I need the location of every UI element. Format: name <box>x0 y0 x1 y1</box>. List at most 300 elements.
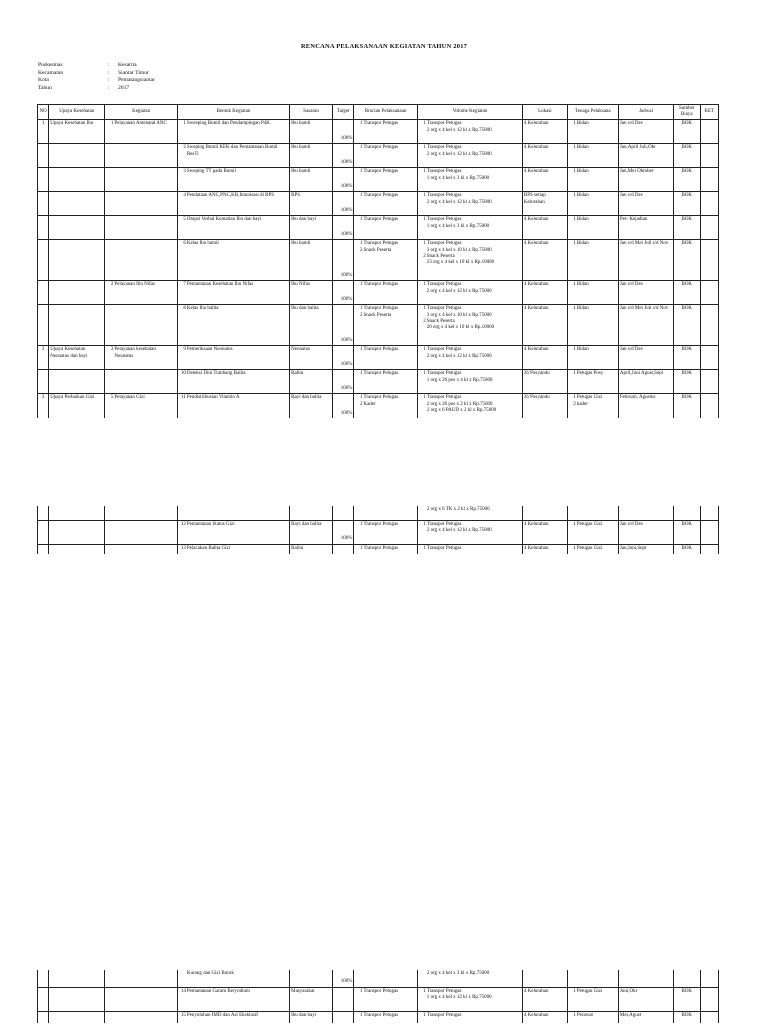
cell-bentuk <box>177 394 289 418</box>
header-sumber: Sumber Biaya <box>674 105 701 120</box>
bentuk-line <box>179 169 288 175</box>
info-row <box>38 62 155 70</box>
cell-no: 2 <box>38 346 49 370</box>
table-row <box>38 120 719 144</box>
carry-cell <box>38 506 49 520</box>
carry-cell <box>38 970 49 987</box>
bentuk-line <box>179 371 288 377</box>
cell-lokasi: 4 Kelurahan <box>522 1011 567 1023</box>
cell-tenaga <box>567 1011 618 1023</box>
item-number: 1 <box>359 241 363 247</box>
cell-tenaga-line <box>569 241 617 247</box>
item-number <box>419 289 427 295</box>
cell-kegiatan <box>105 520 177 544</box>
cell-sasaran: Masyarakat <box>290 987 333 1011</box>
item-text: Transpor Petugas <box>363 395 399 401</box>
cell-upaya: Upaya Kesehatan Neonatus dan bayi <box>49 346 105 370</box>
item-number: 1 <box>573 217 576 223</box>
cell-tenaga-line <box>569 1013 617 1019</box>
cell-upaya: Upaya Perbaikan Gizi <box>49 394 105 418</box>
item-text: Transpor Petugas <box>363 241 399 247</box>
kegiatan-line <box>106 282 175 288</box>
item-number: 1 <box>423 545 426 551</box>
item-text: Snack Peserta <box>426 318 455 324</box>
item-number: 1 <box>359 347 363 353</box>
item-text: 2 org x 4 kel x 12 kl x Rp.75000 <box>426 127 492 133</box>
cell-kegiatan <box>105 281 177 305</box>
cell-upaya <box>49 370 105 394</box>
bentuk-text: Pemantauan Kesehatan Ibu Nifas <box>186 282 254 288</box>
cell-jadwal: Mei,Agust <box>618 1011 673 1023</box>
carry-volume-line <box>419 971 521 977</box>
cell-jadwal: Jan s/d Des <box>618 520 673 544</box>
cell-kegiatan <box>105 370 177 394</box>
cell-lokasi: 4 Kelurahan <box>522 346 567 370</box>
cell-target <box>333 1011 354 1023</box>
bentuk-number: 3 <box>183 169 186 175</box>
cell-upaya <box>49 520 105 544</box>
cell-rincian-line <box>355 121 415 127</box>
bentuk-line <box>179 217 288 223</box>
bentuk-number: 13 <box>180 545 186 551</box>
item-number <box>419 224 427 230</box>
header-target: Target <box>333 105 354 120</box>
cell-tenaga <box>567 144 618 168</box>
cell-no <box>38 240 49 281</box>
info-row <box>38 77 155 85</box>
cell-rincian <box>354 1011 417 1023</box>
cell-upaya <box>49 216 105 240</box>
cell-jadwal: Jan s/d Des <box>618 346 673 370</box>
item-text: Transpor Petugas <box>363 545 399 551</box>
carry-cell <box>417 970 522 987</box>
cell-volume <box>417 120 522 144</box>
header-sasaran: Sasaran <box>290 105 333 120</box>
cell-bentuk <box>177 144 289 168</box>
cell-target: 100% <box>333 394 354 418</box>
bentuk-number: 9 <box>183 347 186 353</box>
carry-cell <box>522 970 567 987</box>
item-text: Transpor Petugas <box>426 241 462 247</box>
cell-rincian-line <box>355 282 415 288</box>
cell-tenaga-line <box>569 193 617 199</box>
header-rincian: Rincian Pelaksanaan <box>354 105 417 120</box>
bentuk-text: Pendistribusian Vitamin A <box>186 395 240 401</box>
cell-bentuk <box>177 544 289 554</box>
bentuk-number: 7 <box>183 282 186 288</box>
item-number: 1 <box>423 521 426 527</box>
cell-volume-line <box>419 152 521 158</box>
cell-volume-line <box>419 128 521 134</box>
cell-upaya <box>49 987 105 1011</box>
item-text: Transpor Petugas <box>363 193 399 199</box>
cell-tenaga <box>567 987 618 1011</box>
cell-volume <box>417 144 522 168</box>
item-number: 1 <box>359 371 363 377</box>
item-text: 2 org x 26 pos x 2 kl x Rp.75000 <box>426 401 493 407</box>
cell-ket <box>700 240 718 281</box>
carry-cell <box>49 506 105 520</box>
item-number: 1 <box>423 217 426 223</box>
cell-rincian-line <box>355 313 415 319</box>
cell-rincian <box>354 346 417 370</box>
cell-rincian-line <box>355 217 415 223</box>
item-text: Transpor Petugas <box>426 347 462 353</box>
item-number: 1 <box>573 1012 576 1018</box>
cell-bentuk <box>177 370 289 394</box>
carry-cell <box>333 970 354 987</box>
cell-sasaran: Ibu Nifas <box>290 281 333 305</box>
cell-rincian-line <box>355 1013 415 1019</box>
cell-target: 100% <box>333 120 354 144</box>
table-row <box>38 987 719 1011</box>
bentuk-text: Sweping TT pada Bumil <box>186 169 236 175</box>
cell-ket <box>700 144 718 168</box>
bentuk-number: 10 <box>180 371 186 377</box>
bentuk-line <box>179 306 288 312</box>
table-row <box>38 394 719 418</box>
cell-volume <box>417 168 522 192</box>
carry-cell <box>700 506 718 520</box>
cell-bentuk <box>177 120 289 144</box>
item-text: Bidan <box>576 282 589 288</box>
cell-target: 100% <box>333 281 354 305</box>
cell-kegiatan <box>105 216 177 240</box>
cell-ket <box>700 394 718 418</box>
cell-target: 100% <box>333 305 354 346</box>
cell-no <box>38 987 49 1011</box>
carry-volume-line <box>419 507 521 513</box>
cell-sumber: BOK <box>674 305 701 346</box>
cell-volume <box>417 394 522 418</box>
cell-no <box>38 144 49 168</box>
cell-volume-line <box>419 528 521 534</box>
table-row <box>38 240 719 281</box>
table-row <box>38 1011 719 1023</box>
item-number: 1 <box>423 169 426 175</box>
cell-bentuk <box>177 305 289 346</box>
item-text: Bidan <box>576 193 589 199</box>
item-number: 1 <box>423 193 426 199</box>
cell-sumber: BOK <box>674 346 701 370</box>
item-text: 2 org x 6 TK x 2 kl x Rp.75000 <box>426 507 490 512</box>
kegiatan-number: 1 <box>110 121 114 127</box>
cell-rincian-line <box>355 169 415 175</box>
cell-sumber: BOK <box>674 216 701 240</box>
item-number: 1 <box>423 241 426 247</box>
cell-kegiatan <box>105 987 177 1011</box>
cell-kegiatan <box>105 394 177 418</box>
cell-no <box>38 168 49 192</box>
cell-tenaga-line <box>569 282 617 288</box>
cell-sasaran: Ibu hamil <box>290 144 333 168</box>
cell-rincian <box>354 281 417 305</box>
cell-jadwal: Jan s/d Mei Juli s/d Nov <box>618 240 673 281</box>
carry-cell <box>618 506 673 520</box>
cell-rincian-line <box>355 248 415 254</box>
cell-bentuk <box>177 1011 289 1023</box>
cell-jadwal: Juni,Okt <box>618 987 673 1011</box>
table-row <box>38 370 719 394</box>
cell-kegiatan <box>105 346 177 370</box>
kegiatan-text: Pelayanan Gizi <box>114 395 145 401</box>
item-number <box>419 408 427 414</box>
cell-rincian <box>354 305 417 346</box>
header-volume: Volume Kegiatan <box>417 105 522 120</box>
cell-tenaga <box>567 520 618 544</box>
cell-sumber: BOK <box>674 1011 701 1023</box>
item-number: 1 <box>423 347 426 353</box>
item-number: 1 <box>573 545 576 551</box>
item-number: 1 <box>423 988 426 994</box>
item-number: 1 <box>359 306 363 312</box>
cell-no <box>38 281 49 305</box>
bentuk-line <box>179 1013 288 1019</box>
cell-sumber: BOK <box>674 168 701 192</box>
cell-tenaga-line <box>569 121 617 127</box>
cell-rincian <box>354 370 417 394</box>
cell-rincian <box>354 520 417 544</box>
bentuk-number: 14 <box>180 988 186 994</box>
cell-lokasi: 4 Kelurahan <box>522 987 567 1011</box>
bentuk-line <box>179 546 288 552</box>
item-number <box>419 200 427 206</box>
item-number: 1 <box>423 1012 426 1018</box>
carry-cell <box>49 970 105 987</box>
item-number: 1 <box>573 145 576 151</box>
cell-jadwal: Jan s/d Mei Juli s/d Nov <box>618 305 673 346</box>
item-number: 1 <box>423 306 426 312</box>
cell-kegiatan <box>105 192 177 216</box>
header-lokasi: Lokasi <box>522 105 567 120</box>
cell-tenaga-line <box>569 546 617 552</box>
cell-kegiatan <box>105 168 177 192</box>
item-text: Bidan <box>576 217 589 223</box>
item-text: Petugas Posy <box>576 371 604 377</box>
item-text: Transpor Petugas <box>426 145 462 151</box>
cell-jadwal: Jan,April Juli,Okt <box>618 144 673 168</box>
kegiatan-line <box>106 121 175 127</box>
cell-sasaran: Bayi dan balita <box>290 394 333 418</box>
cell-upaya <box>49 192 105 216</box>
item-text: 20 org x 4 kel x 10 kl x Rp.10000 <box>426 325 495 331</box>
item-number: 2 <box>423 318 426 324</box>
bentuk-text: Pendataan ANC,PNC,KB,Imunisasi di BPS <box>186 193 275 199</box>
cell-rincian <box>354 168 417 192</box>
cell-volume <box>417 370 522 394</box>
cell-ket <box>700 305 718 346</box>
cell-sasaran: Ibu hamil <box>290 168 333 192</box>
table-row <box>38 144 719 168</box>
item-number <box>419 971 427 977</box>
info-value: Pematangsiantar <box>118 77 155 83</box>
item-number: 1 <box>359 145 363 151</box>
kegiatan-number: 3 <box>110 347 114 353</box>
kegiatan-number: 5 <box>110 395 114 401</box>
document-title: RENCANA PELAKSANAAN KEGIATAN TAHUN 2017 <box>300 43 468 50</box>
cell-sumber: BOK <box>674 192 701 216</box>
bentuk-text: Penyuluhan IMD dan Asi Eksklusif <box>186 1012 258 1018</box>
cell-volume-line <box>419 995 521 1001</box>
item-text: Transpor Petugas <box>363 371 399 377</box>
info-row <box>38 85 155 93</box>
plan-table <box>37 104 719 418</box>
item-text: 2 org x 4 kel x 12 kl x Rp.75000 <box>426 527 492 533</box>
item-number <box>419 128 427 134</box>
cell-kegiatan <box>105 240 177 281</box>
cell-sumber: BOK <box>674 144 701 168</box>
cell-rincian-line <box>355 402 415 408</box>
cell-jadwal: Per- Kejadian <box>618 216 673 240</box>
bentuk-text: Pelacakan Balita Gizi <box>186 545 231 551</box>
item-text: Transpor Petugas <box>363 217 399 223</box>
table-row <box>38 281 719 305</box>
item-text: Petugas Gizi <box>576 545 603 551</box>
cell-rincian-line <box>355 145 415 151</box>
carry-cell <box>417 506 522 520</box>
bentuk-number: 4 <box>183 193 186 199</box>
item-text: Transpor Petugas <box>363 521 399 527</box>
cell-ket <box>700 216 718 240</box>
cell-rincian-line <box>355 347 415 353</box>
cell-no <box>38 1011 49 1023</box>
cell-rincian <box>354 544 417 554</box>
info-block <box>38 62 155 92</box>
cell-sumber: BOK <box>674 240 701 281</box>
info-colon: : <box>108 62 110 68</box>
item-text: 2 org x 4 kel x 3 kl x Rp.75000 <box>426 971 490 976</box>
cell-tenaga <box>567 240 618 281</box>
cell-upaya: Upaya Kesehatan Ibu <box>49 120 105 144</box>
cell-ket <box>700 520 718 544</box>
cell-sasaran: Balita <box>290 544 333 554</box>
item-number: 1 <box>423 371 426 377</box>
bentuk-text: Kelas Ibu hamil <box>186 241 219 247</box>
cell-sumber: BOK <box>674 544 701 554</box>
cell-ket <box>700 346 718 370</box>
carry-cell <box>354 970 417 987</box>
item-number: 1 <box>573 169 576 175</box>
cell-volume-line <box>419 325 521 331</box>
cell-rincian <box>354 216 417 240</box>
cell-sasaran: Ibu dan bayi <box>290 1011 333 1023</box>
bentuk-text: Otopsi Verbal Kematian Ibu dan bayi <box>186 217 262 223</box>
plan-table-continued <box>37 506 719 554</box>
cell-bentuk <box>177 520 289 544</box>
cell-rincian <box>354 144 417 168</box>
cell-upaya <box>49 144 105 168</box>
cell-sumber: BOK <box>674 394 701 418</box>
bentuk-number: 12 <box>180 521 186 527</box>
carry-cell <box>177 506 289 520</box>
item-text: Transpor Petugas <box>426 282 462 288</box>
item-number: 1 <box>573 282 576 288</box>
cell-bentuk <box>177 346 289 370</box>
carry-cell <box>700 970 718 987</box>
cell-target: 100% <box>333 240 354 281</box>
kegiatan-text: Pelayanan Ibu Nifas <box>114 282 155 288</box>
cell-tenaga-line <box>569 347 617 353</box>
cell-upaya <box>49 240 105 281</box>
item-text: Kader <box>363 401 376 407</box>
bentuk-text: Sweping Bumil KEK dan Pemantauan Bumil ResTi <box>186 145 278 157</box>
bentuk-number: 15 <box>180 1012 186 1018</box>
cell-volume <box>417 240 522 281</box>
cell-no <box>38 370 49 394</box>
item-number: 1 <box>359 545 363 551</box>
cell-tenaga <box>567 120 618 144</box>
cell-jadwal: Jan s/d Des <box>618 281 673 305</box>
item-number: 2 <box>359 401 363 407</box>
cell-volume-line <box>419 200 521 206</box>
bentuk-text: Pemantauan Garam Beryodium <box>186 988 250 994</box>
item-text: Transpor Petugas <box>426 395 462 401</box>
cell-no: 1 <box>38 120 49 144</box>
cell-tenaga <box>567 281 618 305</box>
cell-kegiatan <box>105 120 177 144</box>
item-number: 1 <box>359 1012 363 1018</box>
item-text: Snack Peserta <box>426 253 455 259</box>
cell-volume <box>417 346 522 370</box>
carry-cell <box>177 970 289 987</box>
cell-sumber: BOK <box>674 370 701 394</box>
cell-jadwal: April,Juni Agust,Sept <box>618 370 673 394</box>
cell-lokasi: 4 Kelurahan <box>522 144 567 168</box>
cell-tenaga-line <box>569 169 617 175</box>
item-text: 23 org x 4 kel x 10 kl x Rp.10000 <box>426 260 495 266</box>
bentuk-number: 8 <box>183 306 186 312</box>
item-text: 2 org x 4 kel x 12 kl x Rp.75000 <box>426 151 492 157</box>
cell-volume-line <box>419 1013 521 1019</box>
item-number: 2 <box>359 312 363 318</box>
item-text: Snack Peserta <box>363 312 392 318</box>
item-text: Transpor Petugas <box>363 169 399 175</box>
header-upaya: Upaya Kesehatan <box>49 105 105 120</box>
cell-bentuk <box>177 168 289 192</box>
cell-jadwal: Jan,Juni,Sept <box>618 544 673 554</box>
cell-no <box>38 544 49 554</box>
item-number: 1 <box>573 241 576 247</box>
cell-tenaga <box>567 370 618 394</box>
bentuk-line <box>179 193 288 199</box>
plan-table-continued-2 <box>37 970 719 1023</box>
cell-volume <box>417 544 522 554</box>
cell-rincian <box>354 240 417 281</box>
info-label: Kecamatan <box>38 69 64 76</box>
item-text: Perawat <box>576 1012 593 1018</box>
info-label: Puskesmas <box>38 62 63 68</box>
bentuk-text: Pemantauan Status Gizi <box>186 521 235 527</box>
table-row-carry <box>38 506 719 520</box>
cell-sasaran: Ibu hamil <box>290 120 333 144</box>
carry-cell <box>354 506 417 520</box>
cell-sumber: BOK <box>674 987 701 1011</box>
cell-lokasi: 4 Kelurahan <box>522 281 567 305</box>
bentuk-line <box>179 989 288 995</box>
cell-bentuk <box>177 216 289 240</box>
bentuk-line <box>179 241 288 247</box>
table-row <box>38 520 719 544</box>
cell-lokasi: 4 Kelurahan <box>522 120 567 144</box>
cell-tenaga <box>567 192 618 216</box>
cell-upaya <box>49 544 105 554</box>
item-text: Transpor Petugas <box>363 306 399 312</box>
item-text: kader <box>576 401 588 407</box>
bentuk-number: 5 <box>183 217 186 223</box>
cell-tenaga <box>567 394 618 418</box>
cell-ket <box>700 544 718 554</box>
item-text: Snack Peserta <box>363 247 392 253</box>
